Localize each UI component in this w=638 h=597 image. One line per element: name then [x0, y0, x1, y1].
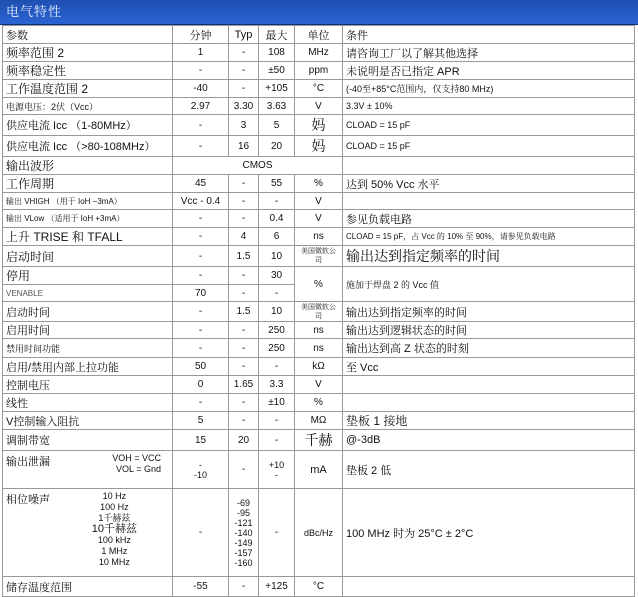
- max-cell: 10: [259, 246, 295, 267]
- unit-cell: 美国微软公司: [295, 302, 343, 322]
- cond-cell: [343, 394, 635, 412]
- noise-freq: 1 MHz: [101, 546, 128, 556]
- min-cell: -: [173, 322, 229, 339]
- unit-cell: V: [295, 210, 343, 228]
- typ-cell: -: [229, 210, 259, 228]
- cond-cell: 参见负载电路: [343, 210, 635, 228]
- typ-cell: -: [229, 412, 259, 430]
- unit-cell: V: [295, 98, 343, 115]
- leakage-label: 输出泄漏: [6, 456, 50, 468]
- typ-cell: -: [229, 339, 259, 358]
- param-cell: 输出 VLow （适用于 IoH +3mA）: [3, 210, 173, 228]
- noise-frequencies: [92, 491, 137, 568]
- noise-freq: 10 MHz: [98, 557, 130, 567]
- max-cell: 0.4: [259, 210, 295, 228]
- max-cell: [259, 451, 295, 489]
- min-cell: -: [173, 228, 229, 246]
- param-cell: 电源电压：2伏（Vcc）: [3, 98, 173, 115]
- min-cell: 45: [173, 175, 229, 193]
- min-cell: -: [173, 267, 229, 285]
- unit-cell: MΩ: [295, 412, 343, 430]
- max-cell: ±10: [259, 394, 295, 412]
- min-cell: 50: [173, 358, 229, 376]
- min-cell: 2.97: [173, 98, 229, 115]
- min-cell: 5: [173, 412, 229, 430]
- cond-cell: 至 Vcc: [343, 358, 635, 376]
- max-cell: -: [259, 412, 295, 430]
- param-cell: VENABLE: [3, 285, 173, 302]
- min-cell: -: [173, 136, 229, 157]
- min-cell: -: [173, 339, 229, 358]
- table-row: [3, 193, 635, 210]
- typ-cell: -: [229, 322, 259, 339]
- typ-cell: 16: [229, 136, 259, 157]
- table-row: [3, 136, 635, 157]
- unit-cell: ns: [295, 339, 343, 358]
- cond-cell: [343, 157, 635, 175]
- max-cell: -: [259, 430, 295, 451]
- max-cell: 108: [259, 44, 295, 62]
- max-cell: 6: [259, 228, 295, 246]
- table-row: [3, 115, 635, 136]
- table-row: [3, 358, 635, 376]
- param-cell: 线性: [3, 394, 173, 412]
- typ-cell: -: [229, 175, 259, 193]
- typ-cell: 1.5: [229, 246, 259, 267]
- header-cond: 条件: [343, 26, 635, 44]
- noise-typ: -95: [236, 507, 250, 518]
- noise-typ: -157: [234, 547, 253, 558]
- unit-cell: V: [295, 376, 343, 394]
- table-row: [3, 80, 635, 98]
- param-cell: 启动时间: [3, 246, 173, 267]
- table-row: [3, 98, 635, 115]
- leakage-conditions: [112, 453, 161, 475]
- header-typ: Typ: [229, 26, 259, 44]
- max-cell: 30: [259, 267, 295, 285]
- cond-cell: 输出达到逻辑状态的时间: [343, 322, 635, 339]
- leakage-max-2: -: [275, 469, 278, 480]
- noise-freq: 10 Hz: [102, 491, 127, 501]
- cond-cell: [343, 376, 635, 394]
- min-cell: [173, 451, 229, 489]
- unit-cell: °C: [295, 577, 343, 597]
- typ-cell: -: [229, 44, 259, 62]
- table-row: [3, 430, 635, 451]
- cond-cell: [343, 193, 635, 210]
- param-cell: 工作温度范围 2: [3, 80, 173, 98]
- max-cell: +105: [259, 80, 295, 98]
- typ-cell: 1.5: [229, 302, 259, 322]
- param-cell: 禁用时间功能: [3, 339, 173, 358]
- min-cell: 0: [173, 376, 229, 394]
- table-row-leakage: [3, 451, 635, 489]
- max-cell: 20: [259, 136, 295, 157]
- cond-cell: (-40至+85°C范围内，仅支持80 MHz): [343, 80, 635, 98]
- typ-cell: 4: [229, 228, 259, 246]
- cond-cell: 垫板 1 接地: [343, 412, 635, 430]
- max-cell: -: [259, 358, 295, 376]
- max-cell: 3.3: [259, 376, 295, 394]
- header-unit: 单位: [295, 26, 343, 44]
- table-row-phase-noise: [3, 489, 635, 577]
- min-cell: 1: [173, 44, 229, 62]
- typ-cell: -: [229, 80, 259, 98]
- unit-cell: 美国微软公司: [295, 246, 343, 267]
- cond-cell: 3.3V ± 10%: [343, 98, 635, 115]
- noise-typ: -149: [234, 537, 253, 548]
- header-row: [3, 26, 635, 44]
- table-row: [3, 44, 635, 62]
- unit-cell: 妈: [295, 115, 343, 136]
- param-cell: 供应电流 Icc （>80-108MHz）: [3, 136, 173, 157]
- cond-cell: @-3dB: [343, 430, 635, 451]
- section-title: 电气特性: [0, 0, 638, 25]
- noise-freq: 10千赫兹: [91, 523, 137, 535]
- electrical-spec-table: [2, 25, 635, 597]
- param-cell: 供应电流 Icc （1-80MHz）: [3, 115, 173, 136]
- param-cell: V控制输入阻抗: [3, 412, 173, 430]
- leakage-min-1: -: [199, 459, 202, 470]
- noise-typ: -160: [234, 557, 253, 568]
- unit-cell: ns: [295, 322, 343, 339]
- param-cell: 启用时间: [3, 322, 173, 339]
- typ-cell: -: [229, 285, 259, 302]
- cond-cell: 达到 50% Vcc 水平: [343, 175, 635, 193]
- min-cell: 15: [173, 430, 229, 451]
- noise-freq: 100 Hz: [100, 502, 129, 512]
- max-cell: 250: [259, 322, 295, 339]
- unit-cell: ppm: [295, 62, 343, 80]
- typ-cell: -: [229, 577, 259, 597]
- param-cell: 启动时间: [3, 302, 173, 322]
- max-cell: 3.63: [259, 98, 295, 115]
- unit-cell: °C: [295, 80, 343, 98]
- leakage-min-2: -10: [193, 469, 207, 480]
- typ-cell: 1.65: [229, 376, 259, 394]
- cond-cell: 输出达到指定频率的时间: [343, 302, 635, 322]
- leakage-vol: VOL = Gnd: [116, 464, 161, 474]
- table-row: [3, 210, 635, 228]
- param-cell: 停用: [3, 267, 173, 285]
- param-cell: 调制带宽: [3, 430, 173, 451]
- min-cell: Vcc - 0.4: [173, 193, 229, 210]
- param-cell: [3, 451, 173, 489]
- min-cell: -: [173, 394, 229, 412]
- unit-cell: V: [295, 193, 343, 210]
- typ-cell: -: [229, 267, 259, 285]
- param-cell: 启用/禁用内部上拉功能: [3, 358, 173, 376]
- unit-cell: %: [295, 267, 343, 302]
- table-row: [3, 322, 635, 339]
- noise-typ: -69: [236, 497, 250, 508]
- max-cell: 250: [259, 339, 295, 358]
- min-cell: -55: [173, 577, 229, 597]
- typ-cell: -: [229, 451, 259, 489]
- max-cell: 55: [259, 175, 295, 193]
- typ-cell: 3: [229, 115, 259, 136]
- noise-typ: -140: [234, 527, 253, 538]
- cond-cell: 垫板 2 低: [343, 451, 635, 489]
- typ-cell: -: [229, 193, 259, 210]
- cond-cell: 未说明是否已指定 APR: [343, 62, 635, 80]
- table-row: [3, 246, 635, 267]
- min-cell: -: [173, 246, 229, 267]
- param-cell: 频率范围 2: [3, 44, 173, 62]
- table-row: [3, 157, 635, 175]
- table-row: [3, 302, 635, 322]
- table-row: [3, 175, 635, 193]
- header-max: 最大: [259, 26, 295, 44]
- table-row: [3, 62, 635, 80]
- max-cell: -: [259, 489, 295, 577]
- param-cell: 输出波形: [3, 157, 173, 175]
- param-cell: 储存温度范围: [3, 577, 173, 597]
- cond-cell: 输出达到指定频率的时间: [343, 246, 635, 267]
- min-cell: -: [173, 115, 229, 136]
- typ-cell: -: [229, 358, 259, 376]
- noise-label: 相位噪声: [6, 494, 50, 506]
- leakage-max-1: +10: [268, 459, 285, 470]
- min-cell: -40: [173, 80, 229, 98]
- max-cell: +125: [259, 577, 295, 597]
- table-row: [3, 394, 635, 412]
- cond-cell: 施加于焊盘 2 的 Vcc 值: [343, 267, 635, 302]
- max-cell: ±50: [259, 62, 295, 80]
- cond-cell: CLOAD = 15 pF，占 Vcc 的 10% 至 90%，请参见负载电路: [343, 228, 635, 246]
- unit-cell: mA: [295, 451, 343, 489]
- table-row: [3, 267, 635, 285]
- unit-cell: MHz: [295, 44, 343, 62]
- table-row: [3, 376, 635, 394]
- unit-cell: kΩ: [295, 358, 343, 376]
- max-cell: 10: [259, 302, 295, 322]
- max-cell: -: [259, 285, 295, 302]
- max-cell: -: [259, 193, 295, 210]
- param-cell: 频率稳定性: [3, 62, 173, 80]
- max-cell: 5: [259, 115, 295, 136]
- header-min: 分钟: [173, 26, 229, 44]
- table-row: [3, 228, 635, 246]
- unit-cell: 千赫: [295, 430, 343, 451]
- min-cell: -: [173, 210, 229, 228]
- typ-cell: -: [229, 394, 259, 412]
- waveform-value: CMOS: [173, 157, 343, 175]
- cond-cell: 输出达到高 Z 状态的时刻: [343, 339, 635, 358]
- typ-cell: 20: [229, 430, 259, 451]
- min-cell: -: [173, 489, 229, 577]
- param-cell: 上升 TRISE 和 TFALL: [3, 228, 173, 246]
- param-cell: [3, 489, 173, 577]
- unit-cell: 妈: [295, 136, 343, 157]
- cond-cell: 100 MHz 时为 25°C ± 2°C: [343, 489, 635, 577]
- leakage-voh: VOH = VCC: [112, 453, 161, 463]
- cond-cell: CLOAD = 15 pF: [343, 115, 635, 136]
- cond-cell: 请咨询工厂以了解其他选择: [343, 44, 635, 62]
- unit-cell: %: [295, 394, 343, 412]
- min-cell: 70: [173, 285, 229, 302]
- param-cell: 控制电压: [3, 376, 173, 394]
- typ-cell: -: [229, 62, 259, 80]
- noise-typ: -121: [234, 517, 253, 528]
- table-row: [3, 412, 635, 430]
- table-row: [3, 339, 635, 358]
- noise-freq: 1千赫兹: [98, 513, 131, 523]
- min-cell: -: [173, 302, 229, 322]
- unit-cell: %: [295, 175, 343, 193]
- min-cell: -: [173, 62, 229, 80]
- param-cell: 工作周期: [3, 175, 173, 193]
- typ-cell: 3.30: [229, 98, 259, 115]
- typ-cell: [229, 489, 259, 577]
- cond-cell: CLOAD = 15 pF: [343, 136, 635, 157]
- unit-cell: dBc/Hz: [295, 489, 343, 577]
- noise-freq: 100 kHz: [97, 535, 131, 545]
- unit-cell: ns: [295, 228, 343, 246]
- param-cell: 输出 VHIGH （用于 IoH −3mA）: [3, 193, 173, 210]
- header-param: 参数: [3, 26, 173, 44]
